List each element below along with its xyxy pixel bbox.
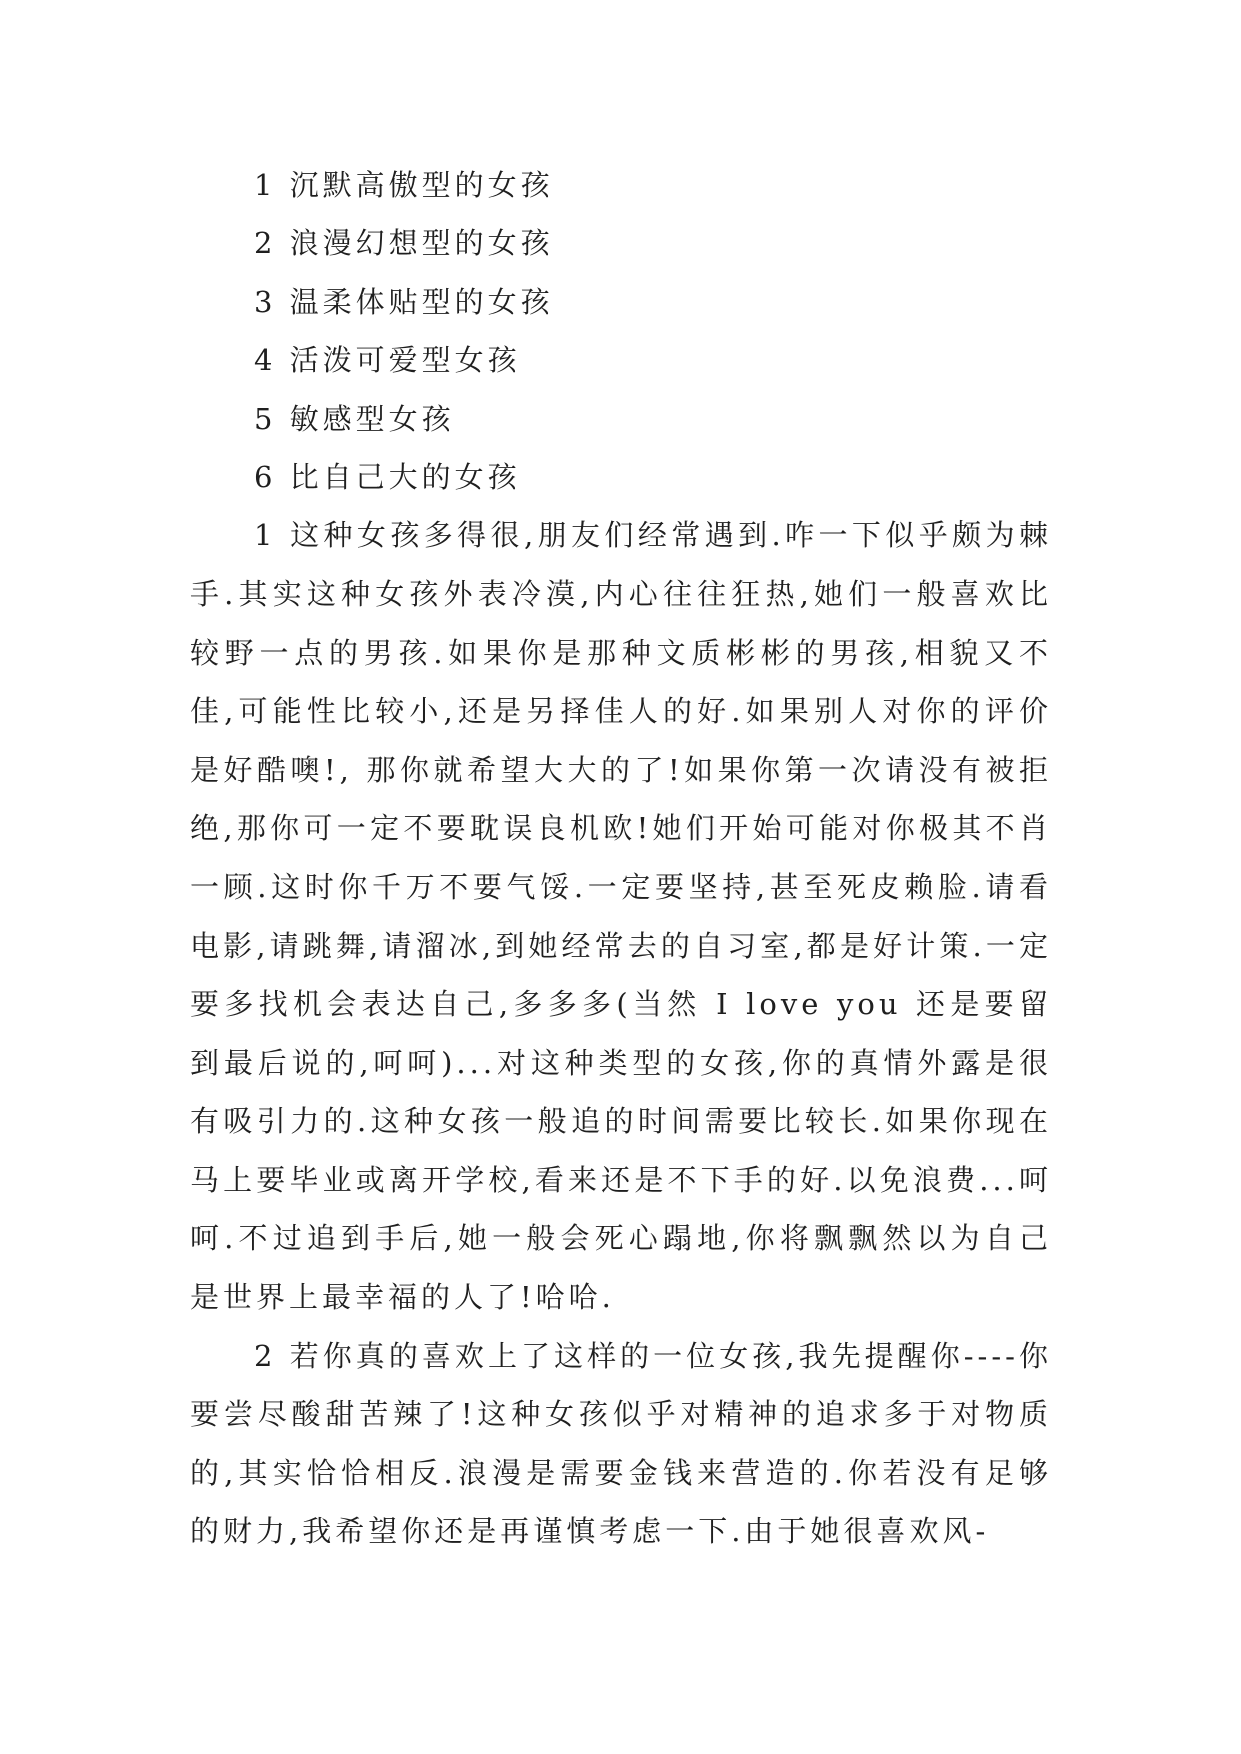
list-item: 1 沉默高傲型的女孩 [254,168,554,202]
list-item: 2 浪漫幻想型的女孩 [254,226,554,261]
document-body [190,156,1052,1561]
list-item: 4 活泼可爱型女孩 [254,343,521,378]
list-item: 3 温柔体贴型的女孩 [254,284,554,319]
list-item: 5 敏感型女孩 [254,401,455,436]
body-paragraph-1: 1 这种女孩多得很,朋友们经常遇到.咋一下似乎颇为棘手.其实这种女孩外表冷漠,内心往往狂热,她们一般喜欢比较野一点的男孩.如果你是那种文质彬彬的男孩,相貌又不佳,可能性比较小,还是另择佳人的好.如果别人对你的评价是好酷噢!, 那你就希望大大的了!如果你第一次请没有被拒绝,那你可一定不要耽误良机欧!她们开始可能对你极其不肖一顾.这时你千万不要气馁.一定要坚持,甚至死皮赖脸.请看电影,请跳舞,请溜冰,到她经常去的自习室,都是好计策.一定要多找机会表达自己,多多多(当然 I love you 还是要留到最后说的,呵呵)...对这种类型的女孩,你的真情外露是很有吸引力的.这种女孩一般追的时间需要比较长.如果你现在马上要毕业或离开学校,看来还是不下手的好.以免浪费...呵呵.不过追到手后,她一般会死心蹋地,你将飘飘然以为自己是世界上最幸福的人了!哈哈. [190,518,1052,1315]
list-item: 6 比自己大的女孩 [254,459,521,494]
body-paragraph-2: 2 若你真的喜欢上了这样的一位女孩,我先提醒你----你要尝尽酸甜苦辣了!这种女孩似乎对精神的追求多于对物质的,其实恰恰相反.浪漫是需要金钱来营造的.你若没有足够的财力,我希望你还是再谨慎考虑一下.由于她很喜欢风- [190,1338,1052,1549]
